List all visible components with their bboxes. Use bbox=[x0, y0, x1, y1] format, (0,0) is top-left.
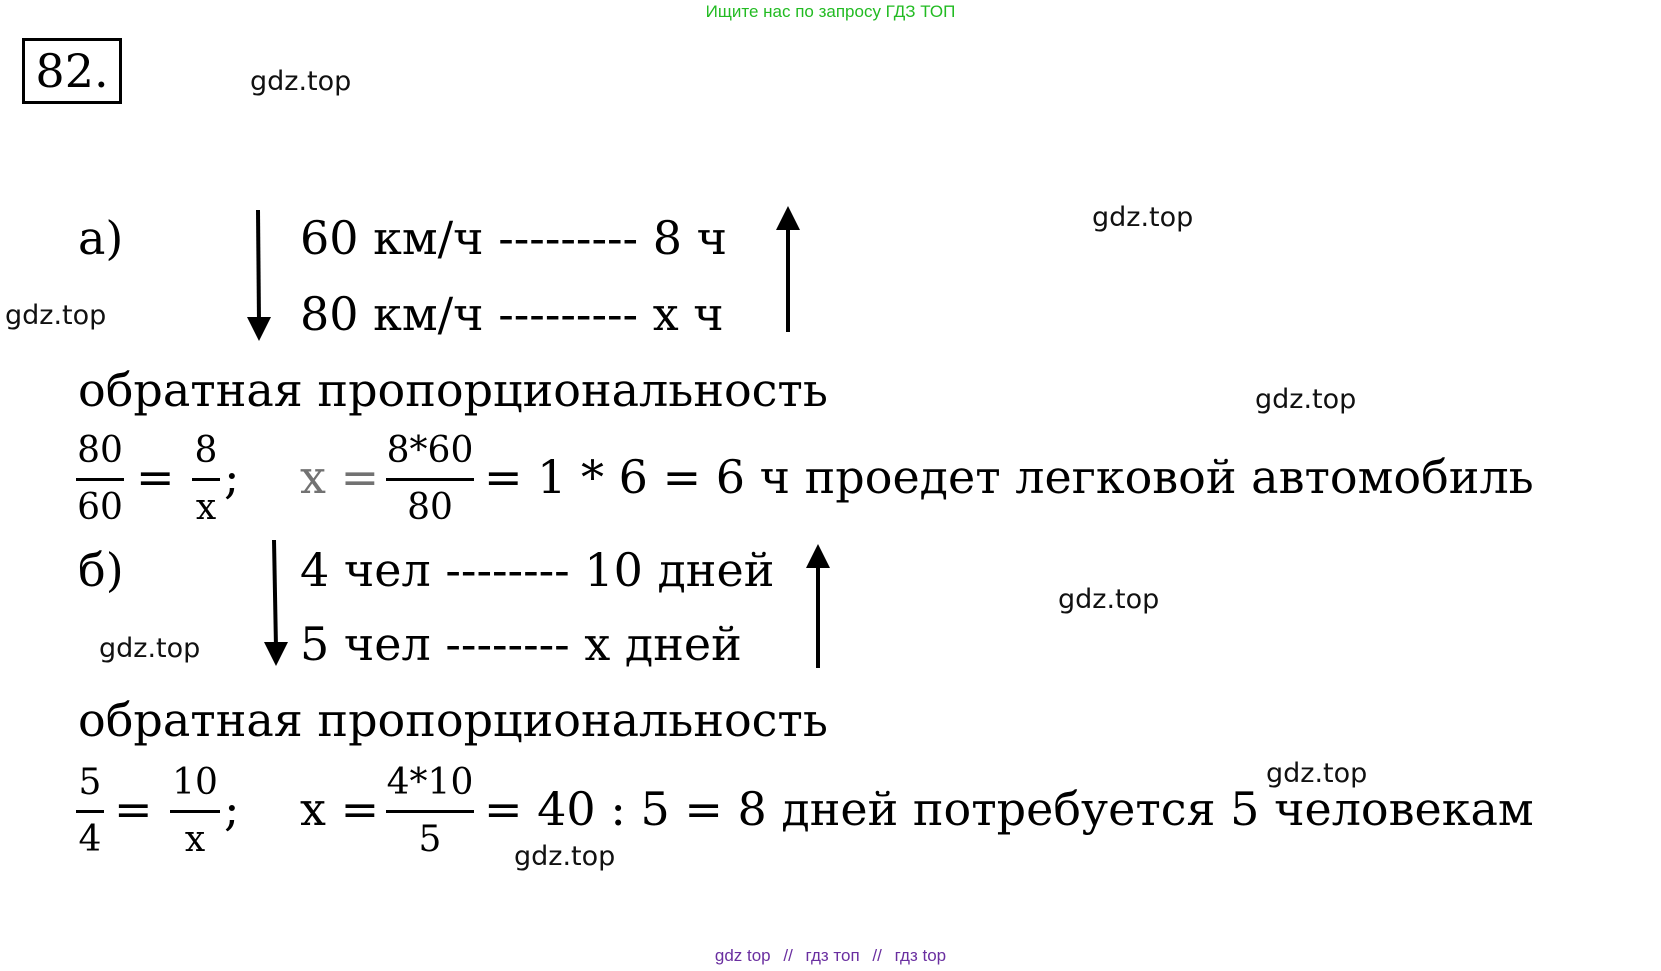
footer-separator: // bbox=[872, 946, 882, 965]
fraction: 4*10 5 bbox=[386, 762, 474, 860]
watermark: gdz.top bbox=[1266, 758, 1368, 789]
up-arrow-icon bbox=[800, 538, 840, 670]
fraction: 8*60 80 bbox=[386, 430, 474, 528]
fraction: 80 60 bbox=[77, 430, 123, 528]
footer-link[interactable]: gdz top bbox=[714, 946, 771, 965]
footer-separator: // bbox=[783, 946, 793, 965]
watermark: gdz.top bbox=[1255, 384, 1357, 415]
equals-sign: = bbox=[136, 450, 175, 504]
part-b-label: б) bbox=[78, 543, 124, 597]
part-a-row-2: 80 км/ч --------- х ч bbox=[300, 287, 724, 341]
semicolon: ; bbox=[224, 782, 240, 836]
part-b-row-1: 4 чел -------- 10 дней bbox=[300, 543, 775, 597]
part-b-row-2: 5 чел -------- х дней bbox=[300, 617, 742, 671]
down-arrow-icon bbox=[258, 536, 298, 671]
part-b-result: = 40 : 5 = 8 дней потребуется 5 человекам bbox=[484, 782, 1534, 836]
watermark: gdz.top bbox=[99, 633, 201, 664]
fraction: 10 x bbox=[170, 760, 220, 863]
watermark: gdz.top bbox=[5, 300, 107, 331]
watermark: gdz.top bbox=[250, 66, 352, 97]
part-a-relation: обратная пропорциональность bbox=[78, 363, 828, 417]
equals-sign: = bbox=[114, 782, 153, 836]
part-a-row-1: 60 км/ч --------- 8 ч bbox=[300, 211, 728, 265]
x-equals: x = bbox=[300, 782, 380, 836]
fraction: 5 4 bbox=[76, 760, 104, 863]
problem-number: 82. bbox=[22, 38, 122, 104]
footer-link[interactable]: гдз top bbox=[894, 946, 947, 965]
part-a-label: а) bbox=[78, 211, 124, 265]
part-a-result: = 1 * 6 = 6 ч проедет легковой автомобиль bbox=[484, 450, 1534, 504]
top-banner[interactable]: Ищите нас по запросу ГДЗ ТОП bbox=[705, 2, 956, 21]
x-equals: x = bbox=[300, 450, 380, 504]
footer-links bbox=[0, 946, 1661, 966]
up-arrow-icon bbox=[770, 200, 810, 335]
semicolon: ; bbox=[224, 450, 240, 504]
fraction: 8 x bbox=[192, 428, 220, 531]
part-b-relation: обратная пропорциональность bbox=[78, 693, 828, 747]
watermark: gdz.top bbox=[1058, 584, 1160, 615]
down-arrow-icon bbox=[240, 205, 280, 345]
watermark: gdz.top bbox=[1092, 202, 1194, 233]
footer-link[interactable]: гдз топ bbox=[805, 946, 860, 965]
watermark: gdz.top bbox=[514, 841, 616, 872]
